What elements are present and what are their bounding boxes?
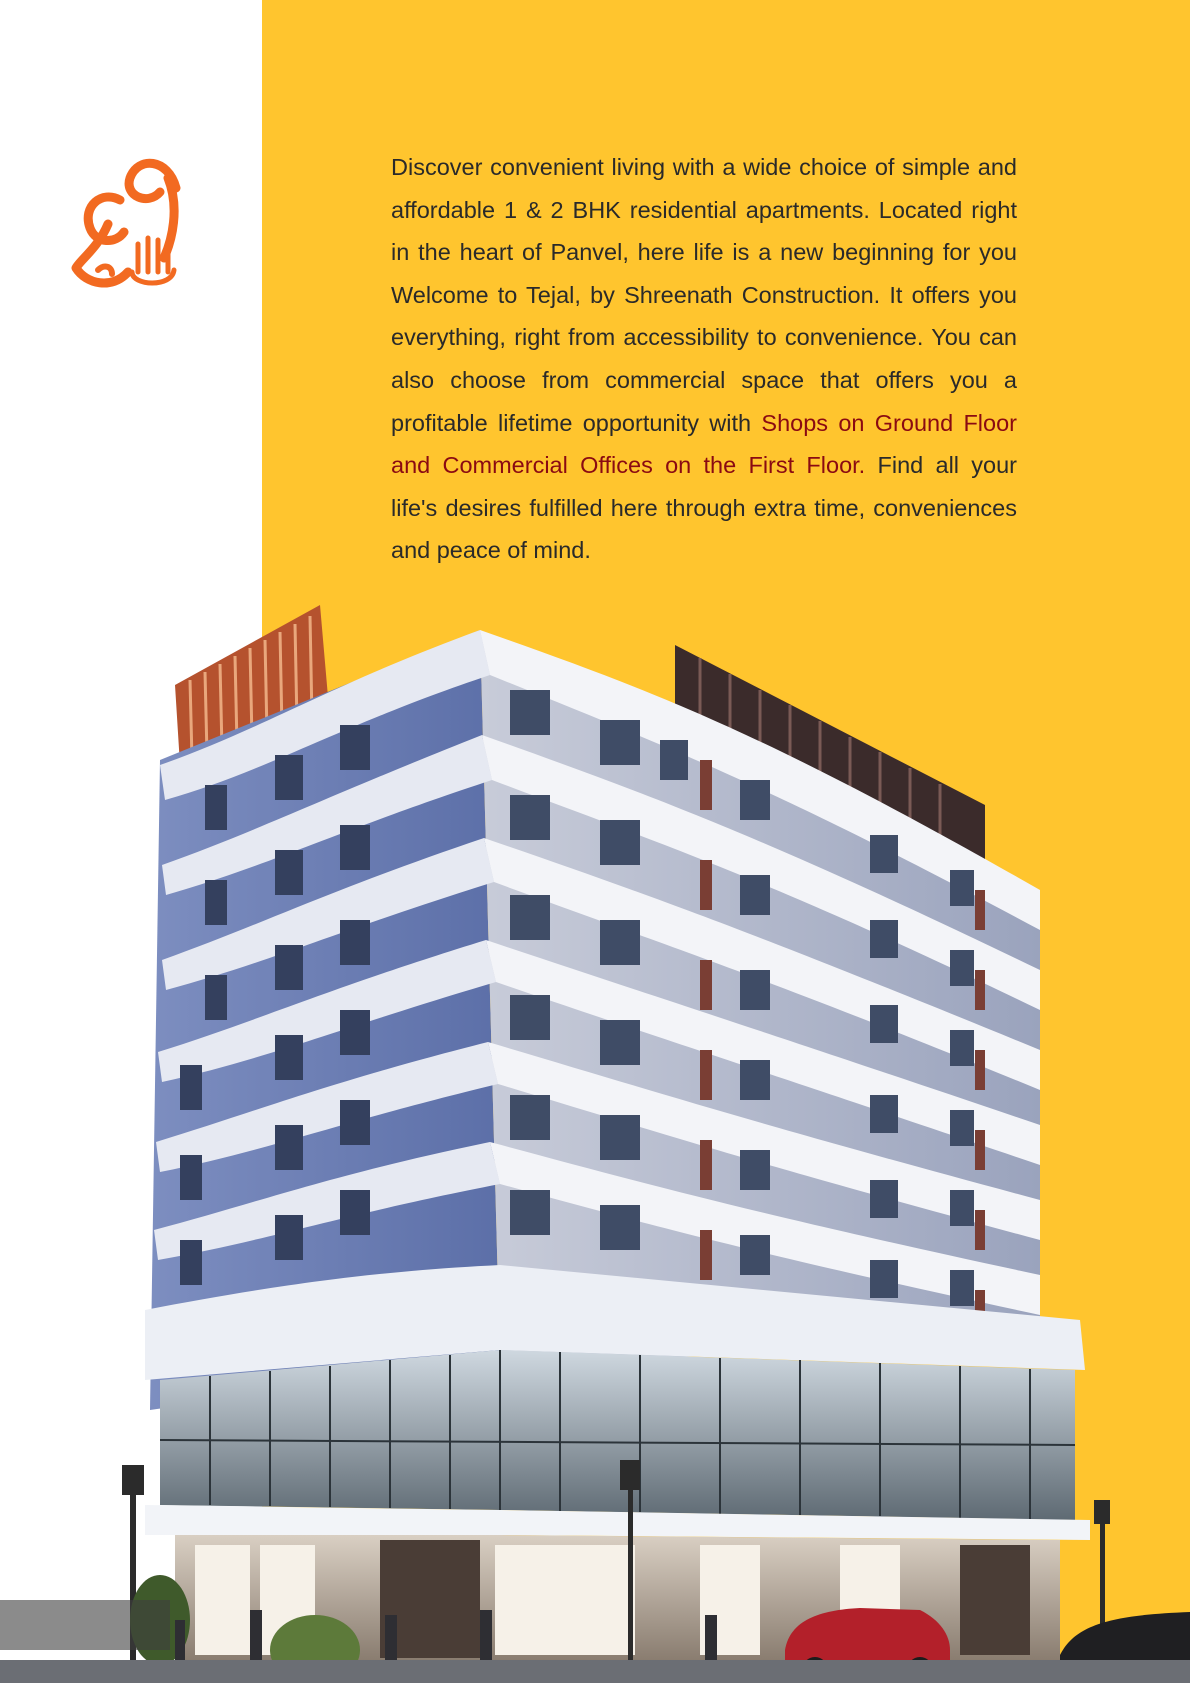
building-rendering xyxy=(0,590,1190,1683)
shree-logo-icon xyxy=(68,148,198,298)
intro-highlight: Shops on Ground Floor and Commercial Offices on the First Floor. xyxy=(391,409,1017,479)
intro-paragraph xyxy=(391,146,1017,572)
intro-text-end: Find all your life's desires fulfilled here through extra time, conveniences and peace of mind. xyxy=(391,452,1018,564)
intro-text: Discover convenient living with a wide choice of simple and affordable 1 & 2 BHK residential apartments. Located right in the heart of Panvel, here life is a new beginning for you Welcome to Tejal, by Shreenath Construction. It offers you everything, right from accessibility to convenience. You can also choose from commercial space that offers you a profitable lifetime opportunity with xyxy=(391,154,1017,436)
